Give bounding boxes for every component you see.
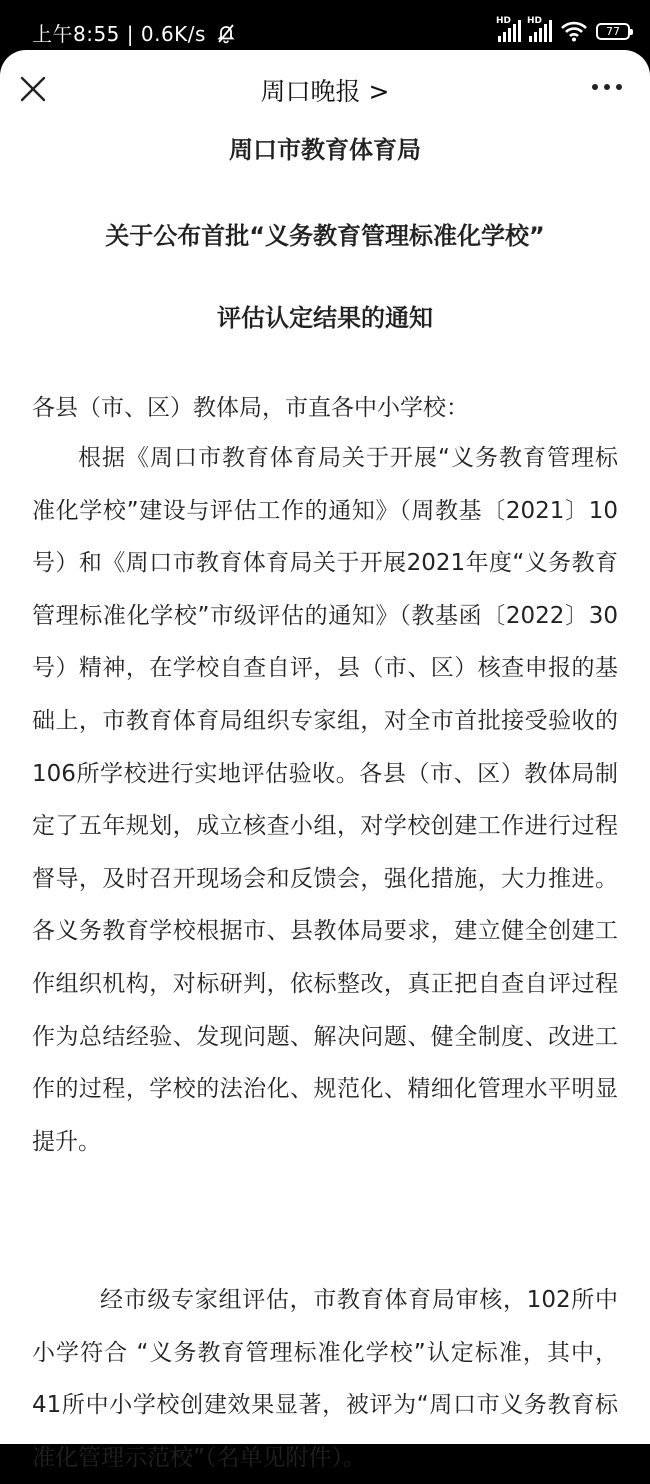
heading-line-3: 评估认定结果的通知 — [217, 304, 433, 332]
status-time-speed: 上午8:55 | 0.6K/s — [32, 18, 237, 47]
wifi-icon — [560, 20, 588, 42]
hd-signal-icon: HD — [529, 20, 552, 42]
mute-bell-icon — [215, 22, 237, 44]
heading-line-2: 关于公布首批“义务教育管理标准化学校” — [105, 222, 545, 250]
paragraph-2: 经市级专家组评估，市教育体育局审核，102所中小学符合 “义务教育管理标准化学校”认定标准，其中，41所中小学校创建效果显著，被评为“周口市义务教育标准化管理示范校”（名单见附件）。 — [32, 1287, 618, 1471]
status-icons — [498, 18, 630, 44]
more-icon — [592, 84, 598, 90]
account-title-link[interactable]: 周口晚报 > — [260, 77, 390, 106]
battery-icon: 77 — [596, 23, 630, 40]
nav-bar — [0, 50, 650, 130]
paragraph-1: 根据《周口市教育体育局关于开展“义务教育管理标准化学校”建设与评估工作的通知》（周教基〔2021〕10号）和《周口市教育体育局关于开展2021年度“义务教育管理标准化学校”市级评估的通知》（教基函〔2022〕30号）精神，在学校自查自评，县（市、区）核查申报的基础上，市教育体育局组织专家组，对全市首批接受验收的106所学校进行实地评估验收。各县（市、区）教体局制定了五年规划，成立核查小组，对学校创建工作进行过程督导，及时召开现场会和反馈会，强化措施，大力推进。各义务教育学校根据市、县教体局要求，建立健全创建工作组织机构，对标研判，依标整改，真正把自查自评过程作为总结经验、发现问题、解决问题、健全制度、改进工作的过程，学校的法治化、规范化、精细化管理水平明显提升。 — [32, 445, 618, 1155]
hd-signal-icon: HD — [498, 20, 521, 42]
salutation: 各县（市、区）教体局，市直各中小学校： — [32, 395, 469, 421]
more-button[interactable] — [592, 84, 622, 90]
article-sheet — [0, 50, 650, 1471]
heading-line-1: 周口市教育体育局 — [229, 136, 421, 164]
